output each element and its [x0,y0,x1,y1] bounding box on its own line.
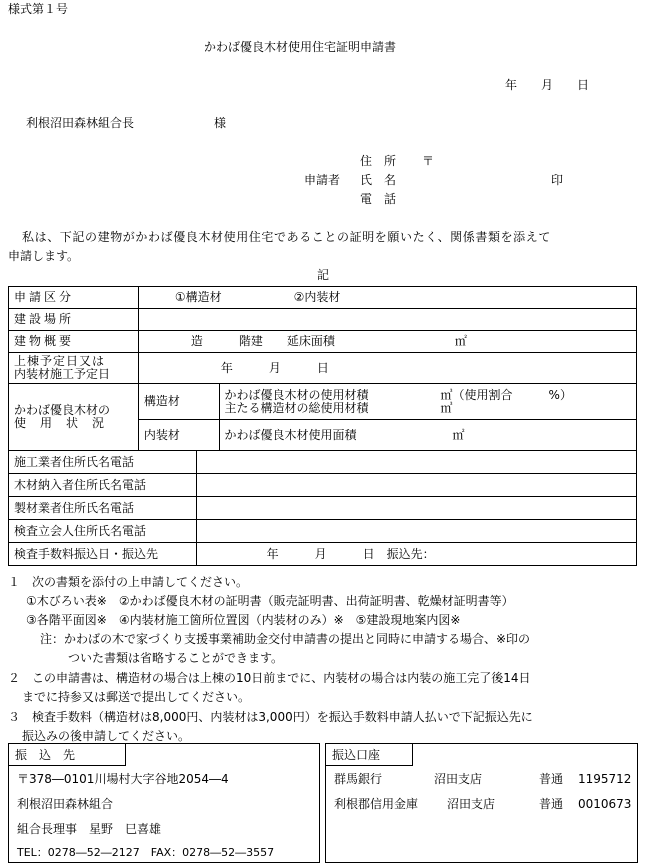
row-date-label: 上棟予定日又は 内装材施工予定日 [9,353,139,384]
form-number: 様式第１号 [8,2,69,16]
account-box [325,743,638,863]
account-bank-2: 利根郡信用金庫 [334,797,419,811]
note-3-cont: 振込みの後申請してください。 [22,729,191,743]
row-sawmill-label: 製材業者住所氏名電話 [9,497,197,520]
row-category-label: 申請区分 [9,287,139,309]
date-line: 年 月 日 [505,78,590,92]
account-bank-1: 群馬銀行 [334,772,383,786]
note-2-cont: までに持参又は郵送で提出してください。 [22,690,251,704]
postal-mark: 〒 [422,154,435,168]
row-contractor-label: 施工業者住所氏名電話 [9,451,197,474]
structural-label: 構造材 [138,384,219,420]
page-title: かわば優良木材使用住宅証明申請書 [204,40,397,54]
usage-label: かわば優良木材の 使 用 状 況 [9,384,139,451]
payee-box [8,743,320,863]
account-type-1: 普通 [539,772,564,786]
account-branch-2: 沼田支店 [447,797,496,811]
account-branch-1: 沼田支店 [434,772,483,786]
note-2: ２ この申請書は、構造材の場合は上棟の10日前までに、内装材の場合は内装の施工完了後14日 [8,671,531,685]
row-site-value[interactable] [138,309,636,331]
structural-value: かわば優良木材の使用材積 ㎥（使用割合 %） 主たる構造材の総使用材積 ㎥ [219,384,636,420]
row-supplier-value[interactable] [196,474,636,497]
row-fee-value: 年 月 日 振込先： [196,543,636,566]
addressee: 利根沼田森林組合長 [26,116,135,130]
note-3: ３ 検査手数料（構造材は8,000円、内装材は3,000円）を振込手数料申請人払いで下記振込先に [8,710,533,724]
row-inspector-value[interactable] [196,520,636,543]
row-building-label: 建物概要 [9,331,139,353]
row-supplier-label: 木材納入者住所氏名電話 [9,474,197,497]
row-inspector-label: 検査立会人住所氏名電話 [9,520,197,543]
applicant-name-label: 氏 名 [360,173,397,187]
row-sawmill-value[interactable] [196,497,636,520]
payee-address: 〒378―0101川場村大字谷地2054―4 [17,772,229,786]
note-1-caution-cont: ついた書類は省略することができます。 [68,651,284,665]
row-category-value: ①構造材 ②内装材 [138,287,636,309]
addressee-honorific: 様 [214,116,227,130]
ki-heading: 記 [317,268,330,282]
note-1-docs-a: ①木びろい表※ ②かわば優良木材の証明書（販売証明書、出荷証明書、乾燥材証明書等） [26,594,514,608]
applicant-phone-label: 電 話 [360,192,397,206]
account-number-2: 0010673 [578,797,632,811]
payee-org: 利根沼田森林組合 [17,797,114,811]
row-site-label: 建設場所 [9,309,139,331]
row-building-value: 造 階建 延床面積 ㎡ [138,331,636,353]
row-date-value: 年 月 日 [138,353,636,384]
note-1: １ 次の書類を添付の上申請してください。 [8,575,249,589]
payee-label: 振 込 先 [9,744,126,766]
account-number-1: 1195712 [578,772,632,786]
interior-value: かわば優良木材使用面積 ㎡ [219,420,636,451]
account-label: 振込口座 [326,744,413,766]
row-contractor-value[interactable] [196,451,636,474]
intro-text-cont: 申請します。 [8,249,80,263]
note-1-docs-b: ③各階平面図※ ④内装材施工箇所位置図（内装材のみ）※ ⑤建設現地案内図※ [26,613,461,627]
intro-text: 私は、下記の建物がかわば優良木材使用住宅であることの証明を願いたく、関係書類を添えて [22,230,551,244]
payee-contact: TEL：0278―52―2127 FAX：0278―52―3557 [17,846,275,859]
account-type-2: 普通 [539,797,564,811]
interior-label: 内装材 [138,420,219,451]
application-table [8,286,637,566]
row-fee-label: 検査手数料振込日・振込先 [9,543,197,566]
note-1-caution: 注：かわばの木で家づくり支援事業補助金交付申請書の提出と同時に申請する場合、※印の [40,632,531,646]
applicant-label: 申請者 [304,173,341,187]
applicant-address-label: 住 所 [360,154,397,168]
payee-head: 組合長理事 星野 巳喜雄 [17,822,162,836]
seal-mark: 印 [551,173,564,187]
